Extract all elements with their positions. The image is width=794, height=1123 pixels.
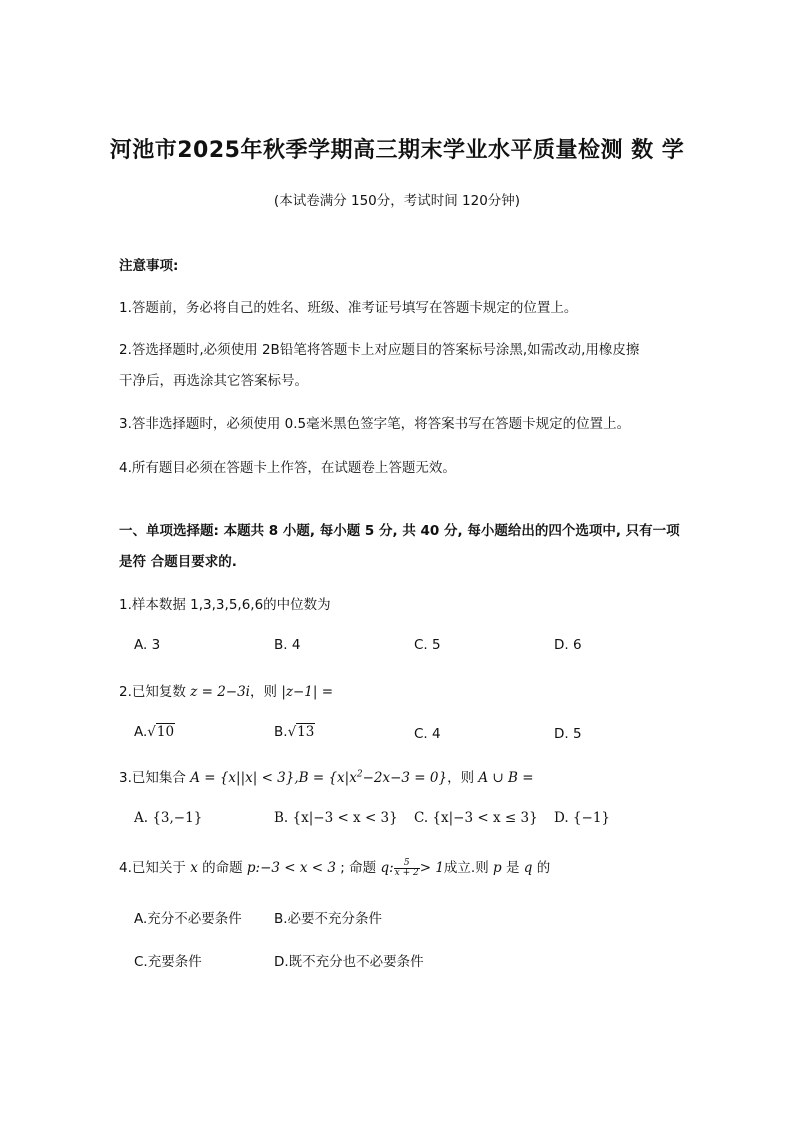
- q4-option-b: B.必要不充分条件: [274, 911, 383, 927]
- q2-option-b-sqrt: √13: [287, 724, 315, 740]
- q4-option-c: C.充要条件: [134, 954, 202, 970]
- notice-item-2-cont: 干净后，再选涂其它答案标号。: [119, 373, 308, 389]
- q3-stem-text: 3.已知集合: [119, 770, 186, 786]
- q4-fraction: [394, 859, 420, 878]
- q4-option-a: A.充分不必要条件: [134, 911, 242, 927]
- notice-item-2: 2.答选择题时,必须使用 2B铅笔将答题卡上对应题目的答案标号涂黑,如需改动,用橡皮擦: [119, 342, 640, 358]
- q3-set-expr: [190, 770, 447, 786]
- q4-stem-text-1: 4.已知关于: [119, 860, 186, 876]
- q3-option-d: D. {−1}: [554, 810, 611, 826]
- q4-stem-text-3: ; 命题: [340, 860, 377, 876]
- question-1-stem: 1.样本数据 1,3,3,5,6,6的中位数为: [119, 597, 331, 613]
- question-2-stem: [119, 680, 333, 700]
- q4-gt: > 1: [419, 860, 444, 876]
- section-1-heading-cont: 是符 合题目要求的.: [119, 554, 237, 570]
- q3-set-b-rest: −2x−3 = 0}: [362, 770, 448, 786]
- q2-option-c: C. 4: [414, 726, 441, 742]
- q3-union-expr: A ∪ B =: [478, 770, 534, 786]
- q4-p-expr: p:−3 < x < 3: [246, 860, 336, 876]
- q2-option-a: [134, 724, 175, 740]
- q2-complex-expr: z = 2−3i: [190, 684, 251, 700]
- q2-stem-text: 2.已知复数: [119, 684, 186, 700]
- q1-option-b: B. 4: [274, 637, 301, 653]
- q2-option-d: D. 5: [554, 726, 582, 742]
- notice-item-4: 4.所有题目必须在答题卡上作答，在试题卷上答题无效。: [119, 460, 456, 476]
- q4-fraction-numerator: 5: [394, 859, 420, 869]
- notice-item-3: 3.答非选择题时，必须使用 0.5毫米黑色签字笔，将答案书写在答题卡规定的位置上。: [119, 416, 631, 432]
- q3-option-a: A. {3,−1}: [134, 810, 203, 826]
- q4-var-p: p: [493, 860, 502, 876]
- q3-stem-text-2: ，则: [447, 770, 475, 786]
- q2-option-a-label: A.: [134, 724, 148, 740]
- q2-option-b: [274, 724, 315, 740]
- notice-heading: 注意事项:: [119, 258, 179, 274]
- q1-option-d: D. 6: [554, 637, 582, 653]
- q1-option-c: C. 5: [414, 637, 441, 653]
- page-title: 河池市2025年秋季学期高三期末学业水平质量检测 数 学: [109, 138, 685, 163]
- q2-option-b-radicand: 13: [297, 724, 315, 740]
- q4-option-d: D.既不充分也不必要条件: [274, 954, 424, 970]
- q3-option-b: B. {x|−3 < x < 3}: [274, 810, 398, 826]
- question-3-stem: [119, 766, 534, 786]
- q4-stem-text-4: 成立.则: [443, 860, 489, 876]
- q4-fraction-denominator: x + 2: [394, 867, 419, 878]
- q4-stem-text-5: 是: [505, 860, 520, 876]
- section-1-heading: 一、单项选择题: 本题共 8 小题, 每小题 5 分, 共 40 分, 每小题给出的四个选项中, 只有一项: [119, 523, 680, 539]
- q1-option-a: A. 3: [134, 637, 161, 653]
- question-4-stem: [119, 856, 550, 878]
- q3-option-c: C. {x|−3 < x ≤ 3}: [414, 810, 538, 826]
- q4-stem-text-6: 的: [536, 860, 551, 876]
- page-subtitle: (本试卷满分 150分，考试时间 120分钟): [273, 193, 521, 209]
- q2-option-a-sqrt: √10: [147, 724, 175, 740]
- q2-option-a-radicand: 10: [156, 724, 175, 740]
- q3-set-a: A = {x||x| < 3},B = {x|x: [190, 770, 357, 786]
- notice-item-1: 1.答题前，务必将自己的姓名、班级、准考证号填写在答题卡规定的位置上。: [119, 300, 578, 316]
- q4-var-x: x: [190, 860, 198, 876]
- q2-stem-text-2: ，则: [250, 684, 278, 700]
- q4-stem-text-2: 的命题: [202, 860, 243, 876]
- q4-q-label: q:: [380, 860, 394, 876]
- q2-option-b-label: B.: [274, 724, 288, 740]
- q4-var-q: q: [523, 860, 533, 876]
- q2-abs-expr: |z−1| =: [281, 684, 334, 700]
- q3-set-b-sup: 2: [356, 769, 363, 780]
